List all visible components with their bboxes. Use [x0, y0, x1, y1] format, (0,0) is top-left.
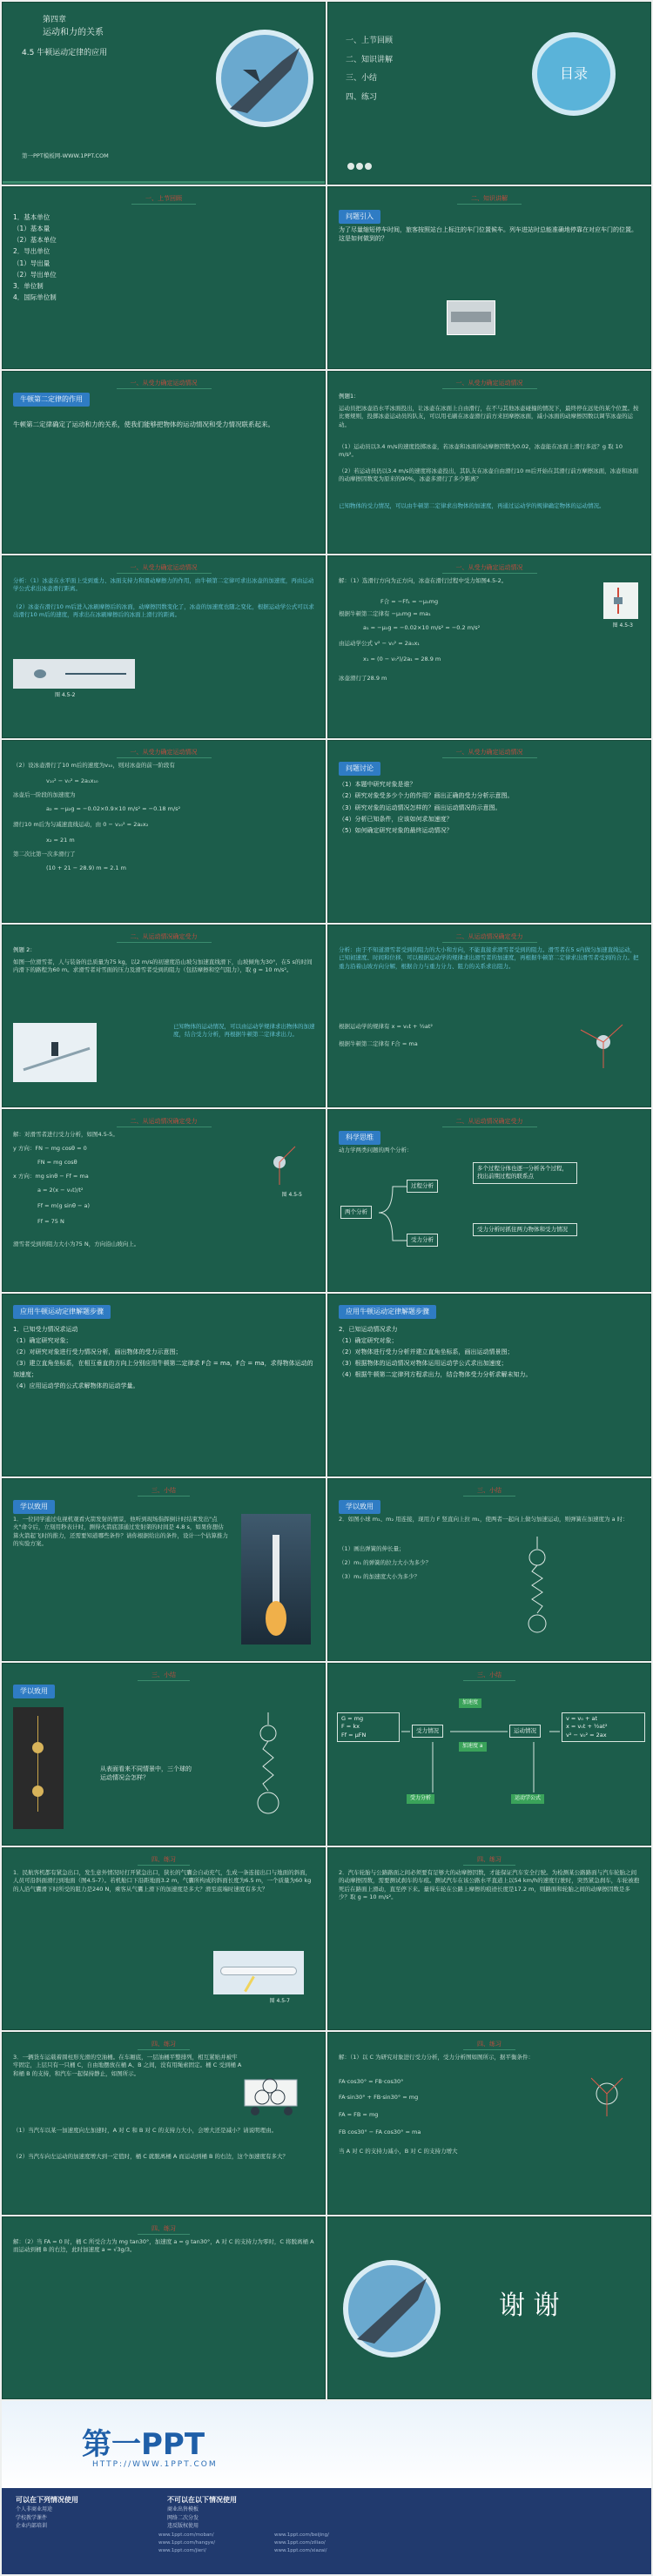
- slide-6: [327, 371, 651, 554]
- flow-node: 运动学公式: [511, 1794, 544, 1804]
- barrel-force-diagram: [581, 2068, 633, 2120]
- cover-footer: 第一PPT模板网-WWW.1PPT.COM: [22, 152, 109, 159]
- list-item: （1）确定研究对象；: [339, 1336, 398, 1344]
- slide-title: 一、从受力确定运动情况: [117, 562, 212, 574]
- slide-10: [327, 740, 651, 923]
- toc-item[interactable]: 二、知识讲解: [346, 55, 394, 64]
- review-item: 3．单位制: [13, 281, 44, 290]
- review-item: （2）导出单位: [13, 270, 57, 279]
- rocket-launch-image: [241, 1514, 311, 1644]
- slide-20: [327, 1663, 651, 1846]
- ad-col-title: 不可以在以下情况使用: [167, 2496, 237, 2504]
- example-label: 例题 2：: [13, 946, 36, 953]
- slide-12: [327, 925, 651, 1107]
- equation: a₁ = −μ₁g = −0.02×10 m/s² = −0.2 m/s²: [363, 624, 481, 631]
- list-item: （2）研究对象受多少个力的作用？画出正确的受力分析示意图。: [339, 792, 514, 800]
- review-item: （1）导出量: [13, 259, 50, 267]
- ad-item: 学校教学课件: [16, 2514, 48, 2521]
- ad-banner: [2, 2401, 651, 2574]
- slide-text: 3．一辆货车运载着圆柱形光滑的空油桶。在车厢底，一层油桶平整排列，相互紧贴并被牢牢固定，上层只有一只桶 C，自由地摆放在桶 A、B 之间，没有用绳索固定。桶 C 受到桶 A 和桶 B 的支持，和汽车一起保持静止，如图所示。: [13, 2054, 242, 2077]
- review-item: 2．导出单位: [13, 247, 50, 256]
- tag: 问题引入: [339, 210, 380, 224]
- question: （2）若运动员仍以3.4 m/s的速度将冰壶投出，其队友在冰壶自由滑行10 m后开始在其滑行前方摩擦冰面，冰壶和冰面的动摩擦因数变为原来的90%，冰壶多滑行了多少距离？: [339, 467, 639, 483]
- slide-text: （2）冰壶在滑行10 m后进入冰刷摩擦后的冰面，动摩擦因数变化了，冰壶的加速度也随之变化，根据运动学公式可以求出滑行10 m后的速度，再求出在冰刷摩擦后的冰面上滑行的距离。: [13, 603, 314, 619]
- ad-item: 企业内部培训: [16, 2523, 48, 2530]
- discussion-list: [339, 779, 640, 837]
- slide-thanks: [327, 2216, 651, 2399]
- list-item: （4）应用运动学的公式求解物体的运动学量。: [13, 1382, 139, 1389]
- slide-text: 解：（1）选滑行方向为正方向，冰壶在滑行过程中受力如图4.5-2。: [339, 577, 508, 584]
- list-item: 2．已知运动情况求力: [339, 1326, 398, 1333]
- equation: F合 = −Ff₁ = −μ₁mg: [380, 598, 439, 605]
- slide-title: 二、从运动情况确定受力: [117, 932, 212, 943]
- spring-figure: [238, 1712, 299, 1834]
- toc-item[interactable]: 三、小结: [346, 74, 378, 84]
- slide-title: 二、从运动情况确定受力: [442, 932, 537, 943]
- conclusion: 冰壶滑行了28.9 m: [339, 675, 387, 682]
- cover-subtitle: 4.5 牛顿运动定律的应用: [22, 49, 108, 57]
- equation: 根据牛顿第二定律有 F合 = ma: [339, 1040, 418, 1047]
- equation: FA·sin30° + FB·sin30° = mg: [339, 2094, 419, 2101]
- ad-link[interactable]: www.1ppt.com/xiazai/: [274, 2547, 327, 2553]
- slide-title: 二、知识讲解: [457, 193, 522, 205]
- slide-title: 二、从运动情况确定受力: [117, 1116, 212, 1127]
- question: （1）当汽车以某一加速度向左加速时，A 对 C 和 B 对 C 的支持力大小，会增大还是减小？请说明理由。: [13, 2127, 278, 2134]
- tag: 学以致用: [13, 1685, 55, 1698]
- slide-16: [327, 1294, 651, 1476]
- diagram-note: 多个过程分体也逐一分析各个过程，找出前期过程的联系点: [473, 1162, 577, 1184]
- ad-url[interactable]: HTTP://WWW.1PPT.COM: [92, 2460, 218, 2469]
- ad-link[interactable]: www.1ppt.com/beijing/: [274, 2532, 330, 2538]
- review-item: （2）基本单位: [13, 236, 57, 245]
- flow-node: 加速度 a: [459, 1742, 487, 1752]
- figure-caption: 图 4.5-5: [281, 1192, 302, 1198]
- slide-title: 三、小结: [463, 1670, 515, 1681]
- slide-21: [2, 1847, 326, 2030]
- slide-9: [2, 740, 326, 923]
- slide-22: [327, 1847, 651, 2030]
- equation: FN = mg cosθ: [37, 1159, 77, 1166]
- slide-18: [327, 1478, 651, 1661]
- equation: FA·cos30° = FB·cos30°: [339, 2078, 404, 2085]
- airplane-image: [213, 1951, 304, 1994]
- flow-formulas: v = v₀ + at x = v₀t + ½at² v² − v₀² = 2ax: [562, 1712, 645, 1742]
- skier-image: [13, 1023, 97, 1082]
- slide-review: [2, 186, 326, 369]
- intro-text: 为了尽量缩短停车时间，旅客按照站台上标注的车门位置候车。列车进站时总能准确地停靠在对应车门的位置。这是如何做到的？: [339, 226, 637, 243]
- slide-cover: [2, 2, 326, 185]
- toc-item[interactable]: 一、上节回顾: [346, 37, 394, 45]
- slide-title: 四、练习: [463, 1854, 515, 1866]
- review-item: 4．国际单位制: [13, 293, 57, 301]
- slide-7: [2, 555, 326, 738]
- skier-force-diagram: [253, 1136, 306, 1188]
- example-label: 例题1：: [339, 393, 360, 400]
- equation: a₂ = −μ₂g = −0.02×0.9×10 m/s² = −0.18 m/s²: [46, 805, 181, 812]
- curling-figure: [13, 659, 135, 689]
- incline-force-diagram: [569, 1012, 638, 1073]
- list-item: （4）根据牛顿第二定律列方程求出力，结合物体受力分析求解未知力。: [339, 1370, 532, 1378]
- train-station-image: [447, 300, 495, 335]
- slide-8: [327, 555, 651, 738]
- slide-text: 运动员把冰壶沿水平冰面投出，让冰壶在冰面上自由滑行，在不与其他冰壶碰撞的情况下，最终停在远处的某个位置。按比赛规则，投掷冰壶运动员的队友，可以用毛刷在冰壶滑行前方来回摩擦冰面，减小冰面的动摩擦因数以调节冰壶的运动。: [339, 405, 639, 428]
- slide-text: 分析：由于不知道滑雪者受到的阻力的大小和方向，不能直接求滑雪者受到的阻力。滑雪者在5 s内做匀加速直线运动，已知初速度、时间和位移，可以根据运动学的规律求出滑雪者的加速度，再根据牛顿第二定律求出滑雪者受到的合力。把重力沿着山坡方向分解，根据合力与重力分力、阻力的关系求出阻力。: [339, 946, 639, 970]
- toc-list: [346, 32, 393, 107]
- slide-title: 三、小结: [138, 1485, 190, 1497]
- tag: 问题讨论: [339, 762, 380, 776]
- list-item: （2）对物体进行受力分析并建立直角坐标系，画出运动情景图；: [339, 1348, 514, 1355]
- slide-text: 动力学两类问题的两个分析：: [339, 1147, 413, 1153]
- force-diagram: [603, 582, 638, 619]
- figure-caption: 图 4.5-3: [612, 622, 633, 629]
- tag: 应用牛顿运动定律解题步骤: [13, 1305, 111, 1319]
- ad-link[interactable]: www.1ppt.com/moban/: [158, 2532, 214, 2538]
- figure-caption: 图 4.5-7: [269, 1998, 290, 2004]
- diagram-center: 两个分析: [340, 1206, 372, 1219]
- slide-text: 牛顿第二定律确定了运动和力的关系，使我们能够把物体的运动情况和受力情况联系起来。: [13, 420, 274, 428]
- dots-icon: [347, 163, 372, 172]
- list-item: （1）确定研究对象；: [13, 1336, 72, 1344]
- tag: 学以致用: [13, 1500, 55, 1514]
- jet-circle-icon: [335, 2252, 448, 2365]
- slide-title: 一、从受力确定运动情况: [117, 378, 212, 389]
- question: （1）运动员以3.4 m/s的速度投掷冰壶，若冰壶和冰面的动摩擦因数为0.02，冰壶能在冰面上滑行多远？g 取 10 m/s²。: [339, 443, 623, 459]
- diagram-note: 受力分析时抓住两力物体和受力情况: [473, 1223, 577, 1236]
- equation: v₁₀² − v₀² = 2a₁x₁₀: [46, 777, 98, 784]
- truck-barrels-figure: [243, 2068, 313, 2120]
- review-item: （1）基本量: [13, 225, 50, 233]
- cover-title: 运动和力的关系: [43, 28, 104, 37]
- equation: a = 2(x − v₀t)/t²: [37, 1187, 84, 1194]
- slide-text: 2．汽车轮胎与公路路面之间必须要有足够大的动摩擦因数，才能保证汽车安全行驶。为检测某公路路面与汽车轮胎之间的动摩擦因数，需要测试刹车的车痕。测试汽车在该公路水平直道上以54 km/h的速度行驶时，突然紧急刹车，车轮被抱死后在路面上滑动，直至停下来。量得车轮在公路上摩擦的痕迹长度是17.2 m，则路面和轮胎之间的动摩擦因数是多少？取 g = 10 m/s²。: [339, 1869, 640, 1901]
- slide-title: 三、小结: [138, 1670, 190, 1681]
- list-item: （3）根据物体的运动情况对物体运用运动学公式求出加速度；: [339, 1359, 508, 1367]
- slide-11: [2, 925, 326, 1107]
- equation: FA = FB = mg: [339, 2111, 379, 2118]
- list-item: （1）本题中研究对象是谁？: [339, 781, 416, 788]
- slide-title: 一、从受力确定运动情况: [442, 378, 537, 389]
- equation: 解：对滑雪者进行受力分析，如图4.5-5。: [13, 1131, 118, 1138]
- question: （3）m₂ 的加速度大小为多少？: [339, 1573, 421, 1580]
- tag: 牛顿第二定律的作用: [13, 393, 90, 407]
- slide-text: 解：（2）当 FA = 0 时，桶 C 所受合力为 mg tan30°，加速度 a = g tan30°，A 对 C 的支持力为零时，C 将脱离桶 A 而运动到桶 B 的右边，此时加速度 a = √3g/3。: [13, 2238, 314, 2254]
- equation: (10 + 21 − 28.9) m = 2.1 m: [46, 864, 126, 871]
- ad-item: 违反版权使用: [167, 2523, 199, 2530]
- slide-23: [2, 2032, 326, 2215]
- review-item: 1．基本单位: [13, 213, 50, 221]
- diagram-node: 过程分析: [407, 1180, 438, 1193]
- slide-title: 一、从受力确定运动情况: [117, 747, 212, 758]
- equation: 由运动学公式 v² − v₀² = 2a₁x₁: [339, 640, 420, 647]
- equation: Ff = m(g sinθ − a): [37, 1202, 91, 1209]
- slide-13: [2, 1109, 326, 1292]
- toc-item[interactable]: 四、练习: [346, 92, 378, 102]
- slide-title: 四、练习: [138, 1854, 190, 1866]
- slide-text: 2．如图小球 m₁、m₂ 用连接，现用力 F 竖直向上拉 m₁，使两者一起向上做匀加速运动，则弹簧在加速度为 a 时：: [339, 1516, 629, 1523]
- ad-item: 网络二次分发: [167, 2514, 199, 2521]
- tag: 学以致用: [339, 1500, 380, 1514]
- slide-intro: [327, 186, 651, 369]
- figure-caption: 图 4.5-2: [55, 692, 76, 698]
- review-list: [13, 212, 314, 303]
- slide-title: 四、练习: [138, 2223, 190, 2235]
- flow-node: 受力情况: [412, 1725, 443, 1738]
- list-item: （2）对研究对象进行受力情况分析，画出物体的受力示意图；: [13, 1348, 182, 1355]
- slide-text: 如图一位滑雪者，人与装备的总质量为75 kg，以2 m/s的初速度沿山坡匀加速直线滑下，山坡倾角为30°，在5 s的时间内滑下的路程为60 m。求滑雪者对雪面的压力及滑雪者受到的阻力（包括摩擦和空气阻力），取 g = 10 m/s²。: [13, 958, 313, 974]
- toc-circle: 目录: [532, 32, 616, 116]
- ad-links: [158, 2532, 385, 2554]
- equation: 根据运动学的规律有 x = v₀t + ½at²: [339, 1023, 434, 1030]
- slide-14: [327, 1109, 651, 1292]
- analysis: 已知物体的受力情况，可以由牛顿第二定律求出物体的加速度，再通过运动学的规律确定物体的运动情况。: [339, 502, 605, 509]
- flow-node: 加速度: [459, 1698, 481, 1708]
- chapter: 第四章: [43, 16, 67, 24]
- question: （2）当汽车向左运动的加速度增大到一定值时，桶 C 就脱离桶 A 而运动到桶 B 的右边，这个加速度有多大？: [13, 2153, 288, 2160]
- slide-text: 分析：（1）冰壶在水平面上受到重力、冰面支持力和滑动摩擦力的作用，由牛顿第二定律可求出冰壶的加速度，再由运动学公式求出冰壶滑行距离。: [13, 577, 314, 593]
- flow-connectors: [328, 1664, 650, 1846]
- slide-24: [327, 2032, 651, 2215]
- question: （2）m₁ 的弹簧的拉力大小为多少？: [339, 1559, 432, 1566]
- analysis: 已知物体的运动情况，可以由运动学规律求出物体的加速度，结合受力分析，再根据牛顿第二定律求出力。: [173, 1023, 315, 1039]
- slide-text: 滑行10 m后为匀减速直线运动，由 0 − v₁₀² = 2a₂x₂: [13, 821, 149, 828]
- tag: 科学思维: [339, 1131, 380, 1145]
- list-item: （4）分析已知条件，应该如何求加速度？: [339, 815, 453, 823]
- ad-link[interactable]: www.1ppt.com/ziliao/: [274, 2539, 326, 2546]
- slide-25: [2, 2216, 326, 2399]
- ad-item: 个人非商业用途: [16, 2506, 53, 2512]
- slide-text: 从表面看来不同情景中，三个球的运动情况会怎样？: [100, 1766, 192, 1782]
- slide-title: 一、上节回顾: [131, 193, 196, 205]
- ad-link[interactable]: www.1ppt.com/hangye/: [158, 2539, 216, 2546]
- slide-text: 解：（1）以 C 为研究对象进行受力分析，受力分析图如图所示，据平衡条件：: [339, 2054, 535, 2061]
- equation: 根据牛顿第二定律有 −μ₁mg = ma₁: [339, 610, 431, 617]
- slide-title: 三、小结: [463, 1485, 515, 1497]
- ad-col1-list: [16, 2505, 52, 2531]
- equation: FB cos30° − FA cos30° = ma: [339, 2129, 421, 2135]
- slide-title: 二、从运动情况确定受力: [442, 1116, 537, 1127]
- ad-col-title: 可以在下列情况使用: [16, 2496, 78, 2504]
- slide-text: 1．一位同学通过电视机观看火箭发射的情景，他听到现场指挥倒计时结束发出"点火"命令后，立刻用秒表计时，测得火箭底部通过发射架的时间是 4.8 s，如果你想估算火箭起飞时的推力，还需要知道哪些条件？请你根据给出的条件，设计一个估算推力的实验方案。: [13, 1516, 228, 1548]
- equation: x 方向：mg sinθ − Ff = ma: [13, 1173, 89, 1180]
- ad-link[interactable]: www.1ppt.com/jieri/: [158, 2547, 206, 2553]
- equation: x₂ = 21 m: [46, 837, 75, 844]
- slide-toc: [327, 2, 651, 185]
- slide-19: [2, 1663, 326, 1846]
- slide-title: 四、练习: [138, 2039, 190, 2050]
- equation: x₁ = (0 − v₀²)/2a₁ = 28.9 m: [363, 656, 441, 662]
- tag: 应用牛顿运动定律解题步骤: [339, 1305, 436, 1319]
- slide-text: 1．民航客机都有紧急出口，发生意外情况时打开紧急出口，狭长的气囊会自动充气，生成一条连接出口与地面的斜面，人员可沿斜面滑行到地面（图4.5-7）。若机舱口下沿距地面3.2 m，气囊所构成的斜面长度为6.5 m，一个质量为60 kg的人沿气囊滑下时所受的阻力是240 N，乘客从气囊上滑下的加速度是多大？滑至底端时速度有多大？: [13, 1869, 312, 1893]
- conclusion: 当 A 对 C 的支持力减小，B 对 C 的支持力增大: [339, 2148, 458, 2155]
- steps-list: [339, 1324, 640, 1381]
- list-item: （3）研究对象的运动情况怎样的？画出运动情况的示意图。: [339, 804, 502, 811]
- steps-list: [13, 1324, 314, 1392]
- spring-masses-figure: [511, 1537, 563, 1658]
- slide-text: （2）设冰壶滑行了10 m后的速度为v₁₀，则对冰壶的前一阶段有: [13, 762, 175, 769]
- slide-5: [2, 371, 326, 554]
- list-item: （3）建立直角坐标系，在相互垂直的方向上分别应用牛顿第二定律求 F合 = ma，F合 = ma，求得物体运动的加速度；: [13, 1359, 313, 1378]
- list-item: （5）如何确定研究对象的最终运动情况？: [339, 827, 453, 835]
- thanks-text: 谢 谢: [499, 2290, 560, 2321]
- diagram-connectors: [379, 1169, 448, 1265]
- ad-logo[interactable]: 第一PPT: [82, 2427, 205, 2462]
- slide-title: 一、从受力确定运动情况: [442, 747, 537, 758]
- equation: Ff = 75 N: [37, 1218, 64, 1225]
- ad-col2-list: [167, 2505, 199, 2531]
- slide-text: 第二次比第一次多滑行了: [13, 851, 76, 858]
- list-item: 1．已知受力情况求运动: [13, 1326, 78, 1333]
- slide-title: 四、练习: [463, 2039, 515, 2050]
- hanging-balls-image: [13, 1707, 64, 1829]
- diagram-node: 受力分析: [407, 1234, 438, 1247]
- jet-circle-icon: [208, 22, 321, 135]
- flow-node: 受力分析: [407, 1794, 434, 1804]
- equation: y 方向：FN − mg cosθ = 0: [13, 1145, 87, 1152]
- flow-formulas: G = mg F = kx Ff = μFN: [337, 1712, 400, 1742]
- flow-node: 运动情况: [509, 1725, 541, 1738]
- slide-text: 冰壶后一阶段的加速度为: [13, 791, 76, 798]
- conclusion: 滑雪者受到的阻力大小为75 N，方向沿山坡向上。: [13, 1241, 140, 1248]
- slide-17: [2, 1478, 326, 1661]
- slide-title: 一、从受力确定运动情况: [442, 562, 537, 574]
- ad-item: 商业出售模板: [167, 2506, 199, 2512]
- question: （1）画出弹簧的伸长量；: [339, 1545, 405, 1552]
- slide-15: [2, 1294, 326, 1476]
